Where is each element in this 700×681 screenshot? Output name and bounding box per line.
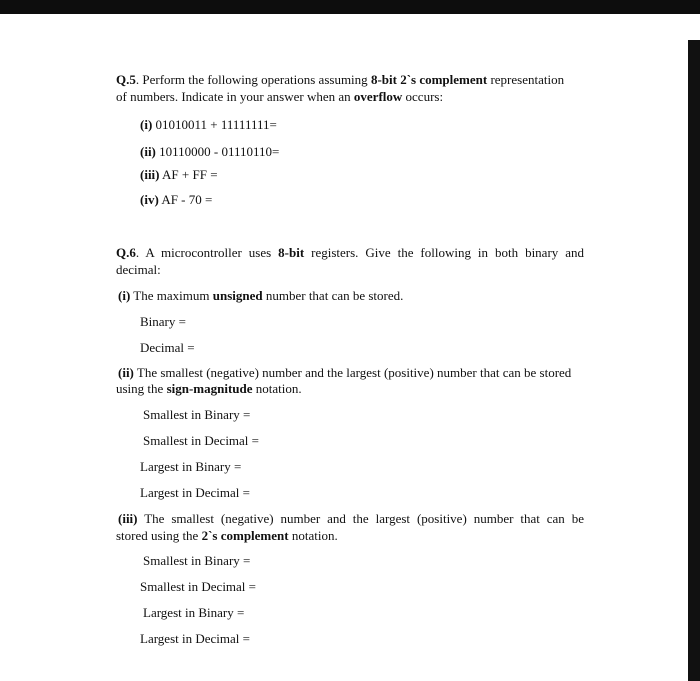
q5-intro-line2 xyxy=(116,89,443,105)
q5-item-label: (i) xyxy=(140,117,153,132)
q6-part3-prompt-line2 xyxy=(116,528,338,544)
q6-part1-label: (i) xyxy=(118,288,131,303)
q6-intro-line2 xyxy=(116,262,161,278)
q6-intro-text: registers. Give the following in both binary and xyxy=(304,245,585,260)
q5-item xyxy=(140,167,218,183)
q6-part3-text: stored using the xyxy=(116,528,202,543)
q6-part3-field: Largest in Binary = xyxy=(143,605,245,620)
q6-part2-field: Smallest in Decimal = xyxy=(143,433,260,448)
q5-intro-text: representation xyxy=(487,72,565,87)
document-page xyxy=(0,14,688,681)
q5-intro-text: . Perform the following operations assuming xyxy=(135,72,371,87)
q6-part1-binary: Binary = xyxy=(140,314,186,329)
q5-item-text: AF + FF = xyxy=(159,167,218,182)
q6-part3-field: Smallest in Binary = xyxy=(143,553,251,568)
q5-item xyxy=(140,192,212,208)
q6-part2-field: Largest in Decimal = xyxy=(140,485,250,500)
q5-item-text: 01010011 + 11111111= xyxy=(152,117,277,132)
q6-part2-text: The smallest (negative) number and the largest (positive) number that can be stored xyxy=(133,365,572,380)
q6-unsigned: unsigned xyxy=(212,288,263,303)
q5-item-text: AF - 70 = xyxy=(158,192,213,207)
q5-item-label: (iii) xyxy=(140,167,160,182)
q6-part2-label: (ii) xyxy=(118,365,134,380)
q5-overflow: overflow xyxy=(353,89,403,104)
q6-part3-text: notation. xyxy=(288,528,338,543)
q6-part2-prompt-line1 xyxy=(118,365,571,381)
q6-emphasis: 8-bit xyxy=(278,245,305,260)
q6-part3-text: The smallest (negative) number and the largest (positive) number that can be xyxy=(137,511,584,526)
q6-intro-text: decimal: xyxy=(116,262,161,277)
q5-intro-line1 xyxy=(116,72,564,88)
q5-intro-text: occurs: xyxy=(402,89,444,104)
q6-number: Q.6 xyxy=(116,245,136,260)
q6-part3-label: (iii) xyxy=(118,511,138,526)
q5-item-label: (ii) xyxy=(140,144,156,159)
q5-item-text: 10110000 - 01110110= xyxy=(155,144,280,159)
q6-part1-text: The maximum xyxy=(130,288,213,303)
q6-part1-decimal: Decimal = xyxy=(140,340,195,355)
q6-intro-line1 xyxy=(116,245,584,261)
q6-part2-field: Smallest in Binary = xyxy=(143,407,251,422)
q5-item xyxy=(140,144,279,160)
q6-sign-magnitude: sign-magnitude xyxy=(166,381,253,396)
top-bar xyxy=(0,0,700,14)
q6-part3-field: Largest in Decimal = xyxy=(140,631,250,646)
q5-number: Q.5 xyxy=(116,72,136,87)
q6-part2-field: Largest in Binary = xyxy=(140,459,242,474)
q6-part2-text: using the xyxy=(116,381,167,396)
q6-part1-text: number that can be stored. xyxy=(262,288,404,303)
q6-twos-complement: 2`s complement xyxy=(201,528,289,543)
q6-part2-text: notation. xyxy=(252,381,302,396)
q6-intro-text: . A microcontroller uses xyxy=(135,245,279,260)
q5-emphasis: 8-bit 2`s complement xyxy=(370,72,488,87)
q6-part3-prompt-line1 xyxy=(118,511,584,527)
q5-item xyxy=(140,117,277,133)
q6-part1-prompt xyxy=(118,288,403,304)
q5-item-label: (iv) xyxy=(140,192,159,207)
scrollbar[interactable] xyxy=(688,40,700,681)
q5-intro-text: of numbers. Indicate in your answer when an xyxy=(116,89,354,104)
q6-part3-field: Smallest in Decimal = xyxy=(140,579,257,594)
q6-part2-prompt-line2 xyxy=(116,381,302,397)
